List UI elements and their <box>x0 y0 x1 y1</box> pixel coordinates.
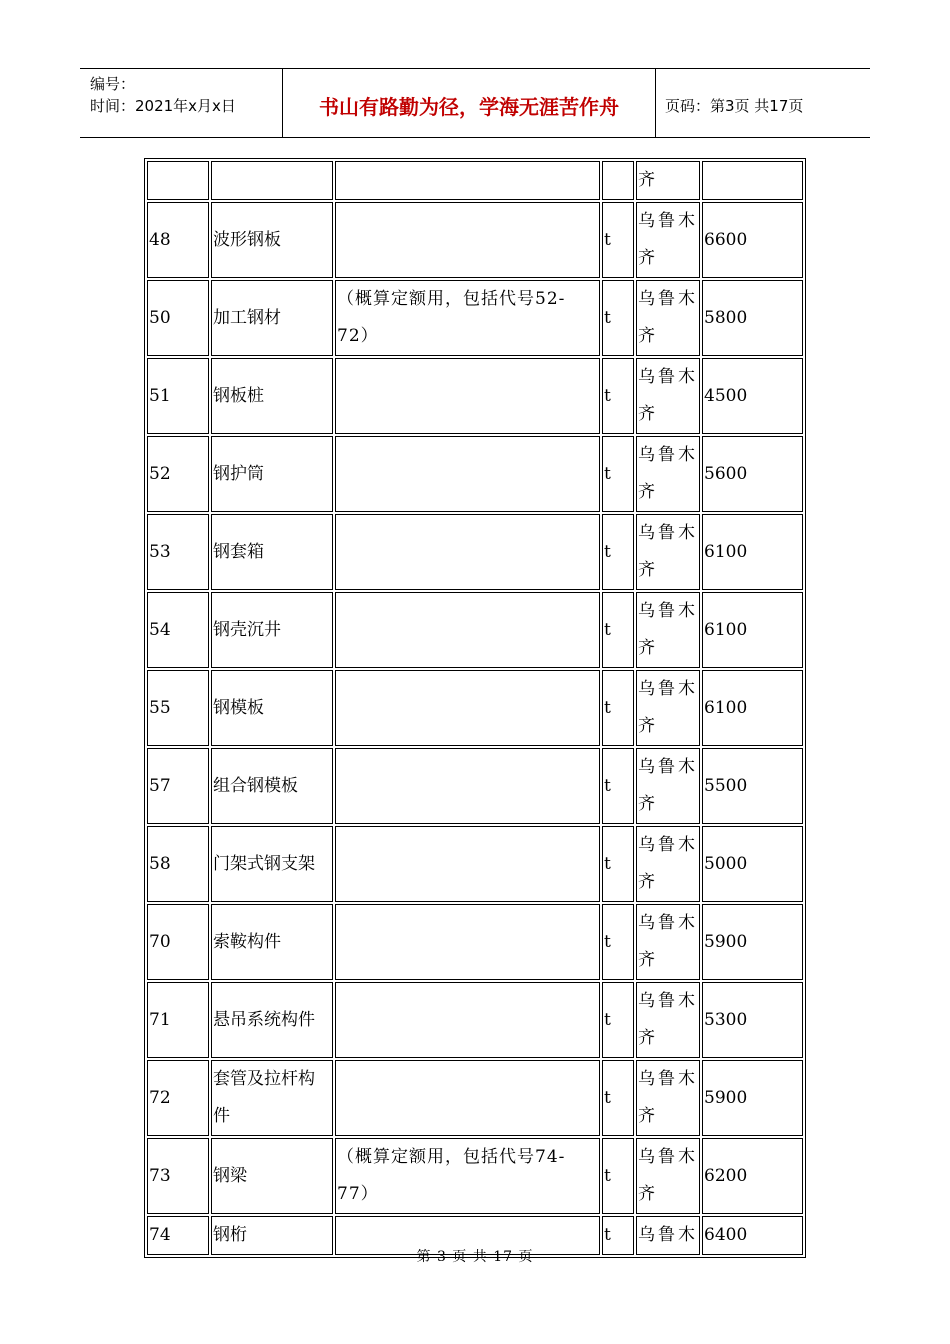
table-row <box>147 358 803 434</box>
cell-note <box>335 982 600 1058</box>
header-meta <box>90 73 236 117</box>
cell-place: 乌鲁木齐 <box>636 826 700 902</box>
cell-name: 组合钢模板 <box>211 748 333 824</box>
cell-place: 乌鲁木齐 <box>636 1060 700 1136</box>
cell-place: 乌鲁木齐 <box>636 358 700 434</box>
cell-note <box>335 358 600 434</box>
cell-price: 5300 <box>702 982 803 1058</box>
cell-code: 72 <box>147 1060 209 1136</box>
cell-price: 5900 <box>702 904 803 980</box>
cell-code: 57 <box>147 748 209 824</box>
cell-name: 加工钢材 <box>211 280 333 356</box>
header-page-number: 页码：第3页 共17页 <box>665 97 804 115</box>
cell-code: 73 <box>147 1138 209 1214</box>
cell-unit: t <box>602 670 634 746</box>
table-row <box>147 161 803 200</box>
cell-unit: t <box>602 904 634 980</box>
cell-unit <box>602 161 634 200</box>
cell-name: 悬吊系统构件 <box>211 982 333 1058</box>
cell-unit: t <box>602 436 634 512</box>
cell-note <box>335 1060 600 1136</box>
cell-price: 5000 <box>702 826 803 902</box>
cell-name: 钢梁 <box>211 1138 333 1214</box>
cell-price: 6100 <box>702 592 803 668</box>
cell-name: 钢套箱 <box>211 514 333 590</box>
cell-note <box>335 161 600 200</box>
table-row <box>147 514 803 590</box>
cell-unit: t <box>602 202 634 278</box>
document-date: 时间：2021年x月x日 <box>90 97 236 115</box>
cell-unit: t <box>602 826 634 902</box>
cell-code: 54 <box>147 592 209 668</box>
cell-code: 52 <box>147 436 209 512</box>
cell-place: 乌鲁木齐 <box>636 670 700 746</box>
cell-unit: t <box>602 982 634 1058</box>
cell-unit: t <box>602 280 634 356</box>
cell-name: 钢板桩 <box>211 358 333 434</box>
cell-name: 钢桁 <box>211 1216 333 1255</box>
cell-place: 乌鲁木齐 <box>636 280 700 356</box>
table-row <box>147 670 803 746</box>
cell-code <box>147 161 209 200</box>
cell-price: 6400 <box>702 1216 803 1255</box>
cell-unit: t <box>602 514 634 590</box>
cell-place: 乌鲁木齐 <box>636 1138 700 1214</box>
cell-note <box>335 592 600 668</box>
cell-place: 乌鲁木齐 <box>636 202 700 278</box>
cell-unit: t <box>602 748 634 824</box>
cell-code: 74 <box>147 1216 209 1255</box>
table-row <box>147 826 803 902</box>
cell-note: （概算定额用，包括代号52-72） <box>335 280 600 356</box>
cell-name: 门架式钢支架 <box>211 826 333 902</box>
cell-name: 钢壳沉井 <box>211 592 333 668</box>
table-row <box>147 592 803 668</box>
cell-note: （概算定额用，包括代号74-77） <box>335 1138 600 1214</box>
cell-code: 48 <box>147 202 209 278</box>
cell-code: 71 <box>147 982 209 1058</box>
cell-place: 乌鲁木齐 <box>636 748 700 824</box>
cell-code: 55 <box>147 670 209 746</box>
cell-code: 50 <box>147 280 209 356</box>
header-divider <box>655 69 656 137</box>
cell-place: 乌鲁木 <box>636 1216 700 1255</box>
cell-price: 6200 <box>702 1138 803 1214</box>
table-body <box>147 161 803 1255</box>
cell-name <box>211 161 333 200</box>
table-row <box>147 748 803 824</box>
cell-unit: t <box>602 1138 634 1214</box>
document-number-label: 编号： <box>90 75 136 93</box>
cell-unit: t <box>602 358 634 434</box>
cell-price: 5900 <box>702 1060 803 1136</box>
cell-place: 乌鲁木齐 <box>636 982 700 1058</box>
cell-unit: t <box>602 592 634 668</box>
cell-price <box>702 161 803 200</box>
cell-price: 6100 <box>702 514 803 590</box>
cell-unit: t <box>602 1060 634 1136</box>
cell-name: 钢模板 <box>211 670 333 746</box>
cell-place: 齐 <box>636 161 700 200</box>
cell-name: 波形钢板 <box>211 202 333 278</box>
table-row <box>147 904 803 980</box>
cell-note <box>335 202 600 278</box>
cell-place: 乌鲁木齐 <box>636 592 700 668</box>
cell-price: 5500 <box>702 748 803 824</box>
cell-price: 6100 <box>702 670 803 746</box>
cell-note <box>335 670 600 746</box>
cell-note <box>335 826 600 902</box>
cell-code: 58 <box>147 826 209 902</box>
table-row <box>147 1060 803 1136</box>
cell-name: 索鞍构件 <box>211 904 333 980</box>
cell-price: 6600 <box>702 202 803 278</box>
cell-code: 70 <box>147 904 209 980</box>
cell-note <box>335 514 600 590</box>
cell-note <box>335 748 600 824</box>
cell-note <box>335 904 600 980</box>
cell-price: 5600 <box>702 436 803 512</box>
cell-code: 51 <box>147 358 209 434</box>
cell-place: 乌鲁木齐 <box>636 514 700 590</box>
cell-price: 4500 <box>702 358 803 434</box>
cell-unit: t <box>602 1216 634 1255</box>
cell-code: 53 <box>147 514 209 590</box>
cell-name: 套管及拉杆构件 <box>211 1060 333 1136</box>
table-row <box>147 202 803 278</box>
table-row <box>147 982 803 1058</box>
header-motto: 书山有路勤为径，学海无涯苦作舟 <box>319 95 619 119</box>
cell-note <box>335 436 600 512</box>
table-row <box>147 1138 803 1214</box>
material-price-table <box>144 158 806 1258</box>
table-row <box>147 280 803 356</box>
page-footer: 第 3 页 共 17 页 <box>416 1249 534 1265</box>
cell-price: 5800 <box>702 280 803 356</box>
cell-place: 乌鲁木齐 <box>636 904 700 980</box>
table-row <box>147 436 803 512</box>
page-header <box>80 68 870 138</box>
cell-name: 钢护筒 <box>211 436 333 512</box>
cell-place: 乌鲁木齐 <box>636 436 700 512</box>
